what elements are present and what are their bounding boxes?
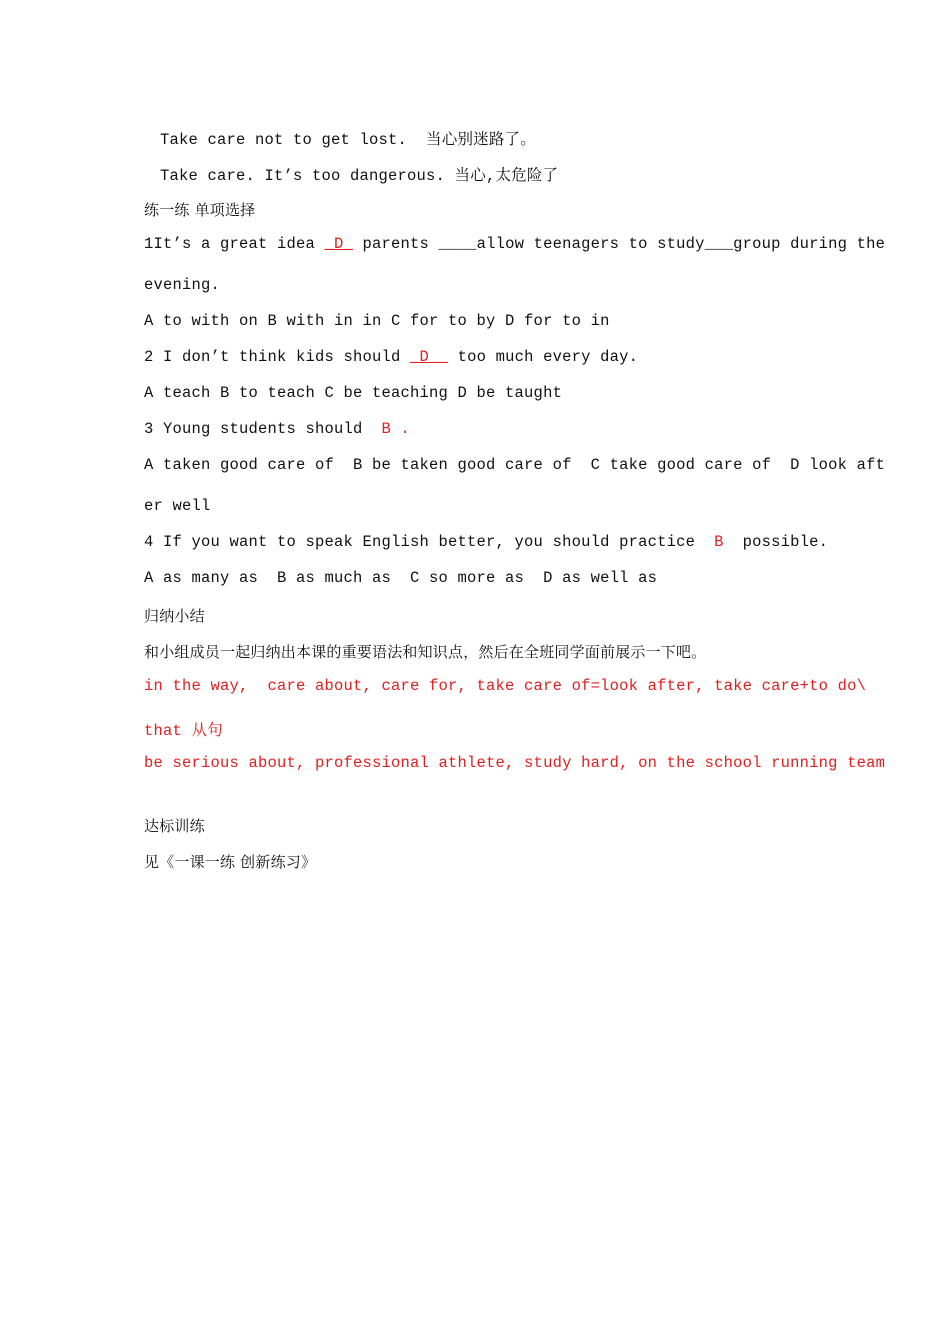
question-3-prefix: 3 Young students should: [144, 420, 382, 438]
summary-points-line-1: in the way, care about, care for, take care of=look after, take care+to do\: [144, 677, 867, 695]
question-4: [144, 533, 828, 551]
summary-points-line-3: be serious about, professional athlete, study hard, on the school running team: [144, 754, 886, 772]
example-take-care-lost: Take care not to get lost. 当心别迷路了。: [160, 131, 536, 149]
example-take-care-dangerous: Take care. It’s too dangerous. 当心,太危险了: [160, 167, 559, 185]
question-3: [144, 420, 410, 438]
summary-points-line-2: that 从句: [144, 722, 223, 740]
question-1-rest: parents ____allow teenagers to study___group during the: [353, 235, 886, 253]
question-3-options: A taken good care of B be taken good care of C take good care of D look aft: [144, 456, 886, 474]
question-1-options: A to with on B with in in C for to by D for to in: [144, 312, 610, 330]
section-heading-summary: 归纳小结: [144, 607, 205, 625]
question-1: [144, 235, 885, 253]
question-2: [144, 348, 638, 366]
summary-instruction: 和小组成员一起归纳出本课的重要语法和知识点，然后在全班同学面前展示一下吧。: [144, 643, 707, 661]
question-4-answer: B: [714, 533, 724, 551]
question-2-rest: too much every day.: [448, 348, 639, 366]
question-1-continued: evening.: [144, 276, 221, 294]
question-4-options: A as many as B as much as C so more as D as well as: [144, 569, 658, 587]
question-3-continued: er well: [144, 497, 211, 515]
training-reference: 见《一课一练 创新练习》: [144, 853, 317, 871]
question-1-prefix: 1It’s a great idea: [144, 235, 325, 253]
question-3-answer: B .: [381, 420, 411, 438]
question-1-answer: _D_: [324, 235, 354, 253]
question-4-rest: possible.: [723, 533, 829, 551]
question-2-answer: _D__: [410, 348, 449, 366]
section-heading-training: 达标训练: [144, 817, 205, 835]
question-2-prefix: 2 I don’t think kids should: [144, 348, 411, 366]
question-4-prefix: 4 If you want to speak English better, you should practice: [144, 533, 715, 551]
section-heading-practice: 练一练 单项选择: [144, 201, 256, 219]
question-2-options: A teach B to teach C be teaching D be taught: [144, 384, 563, 402]
